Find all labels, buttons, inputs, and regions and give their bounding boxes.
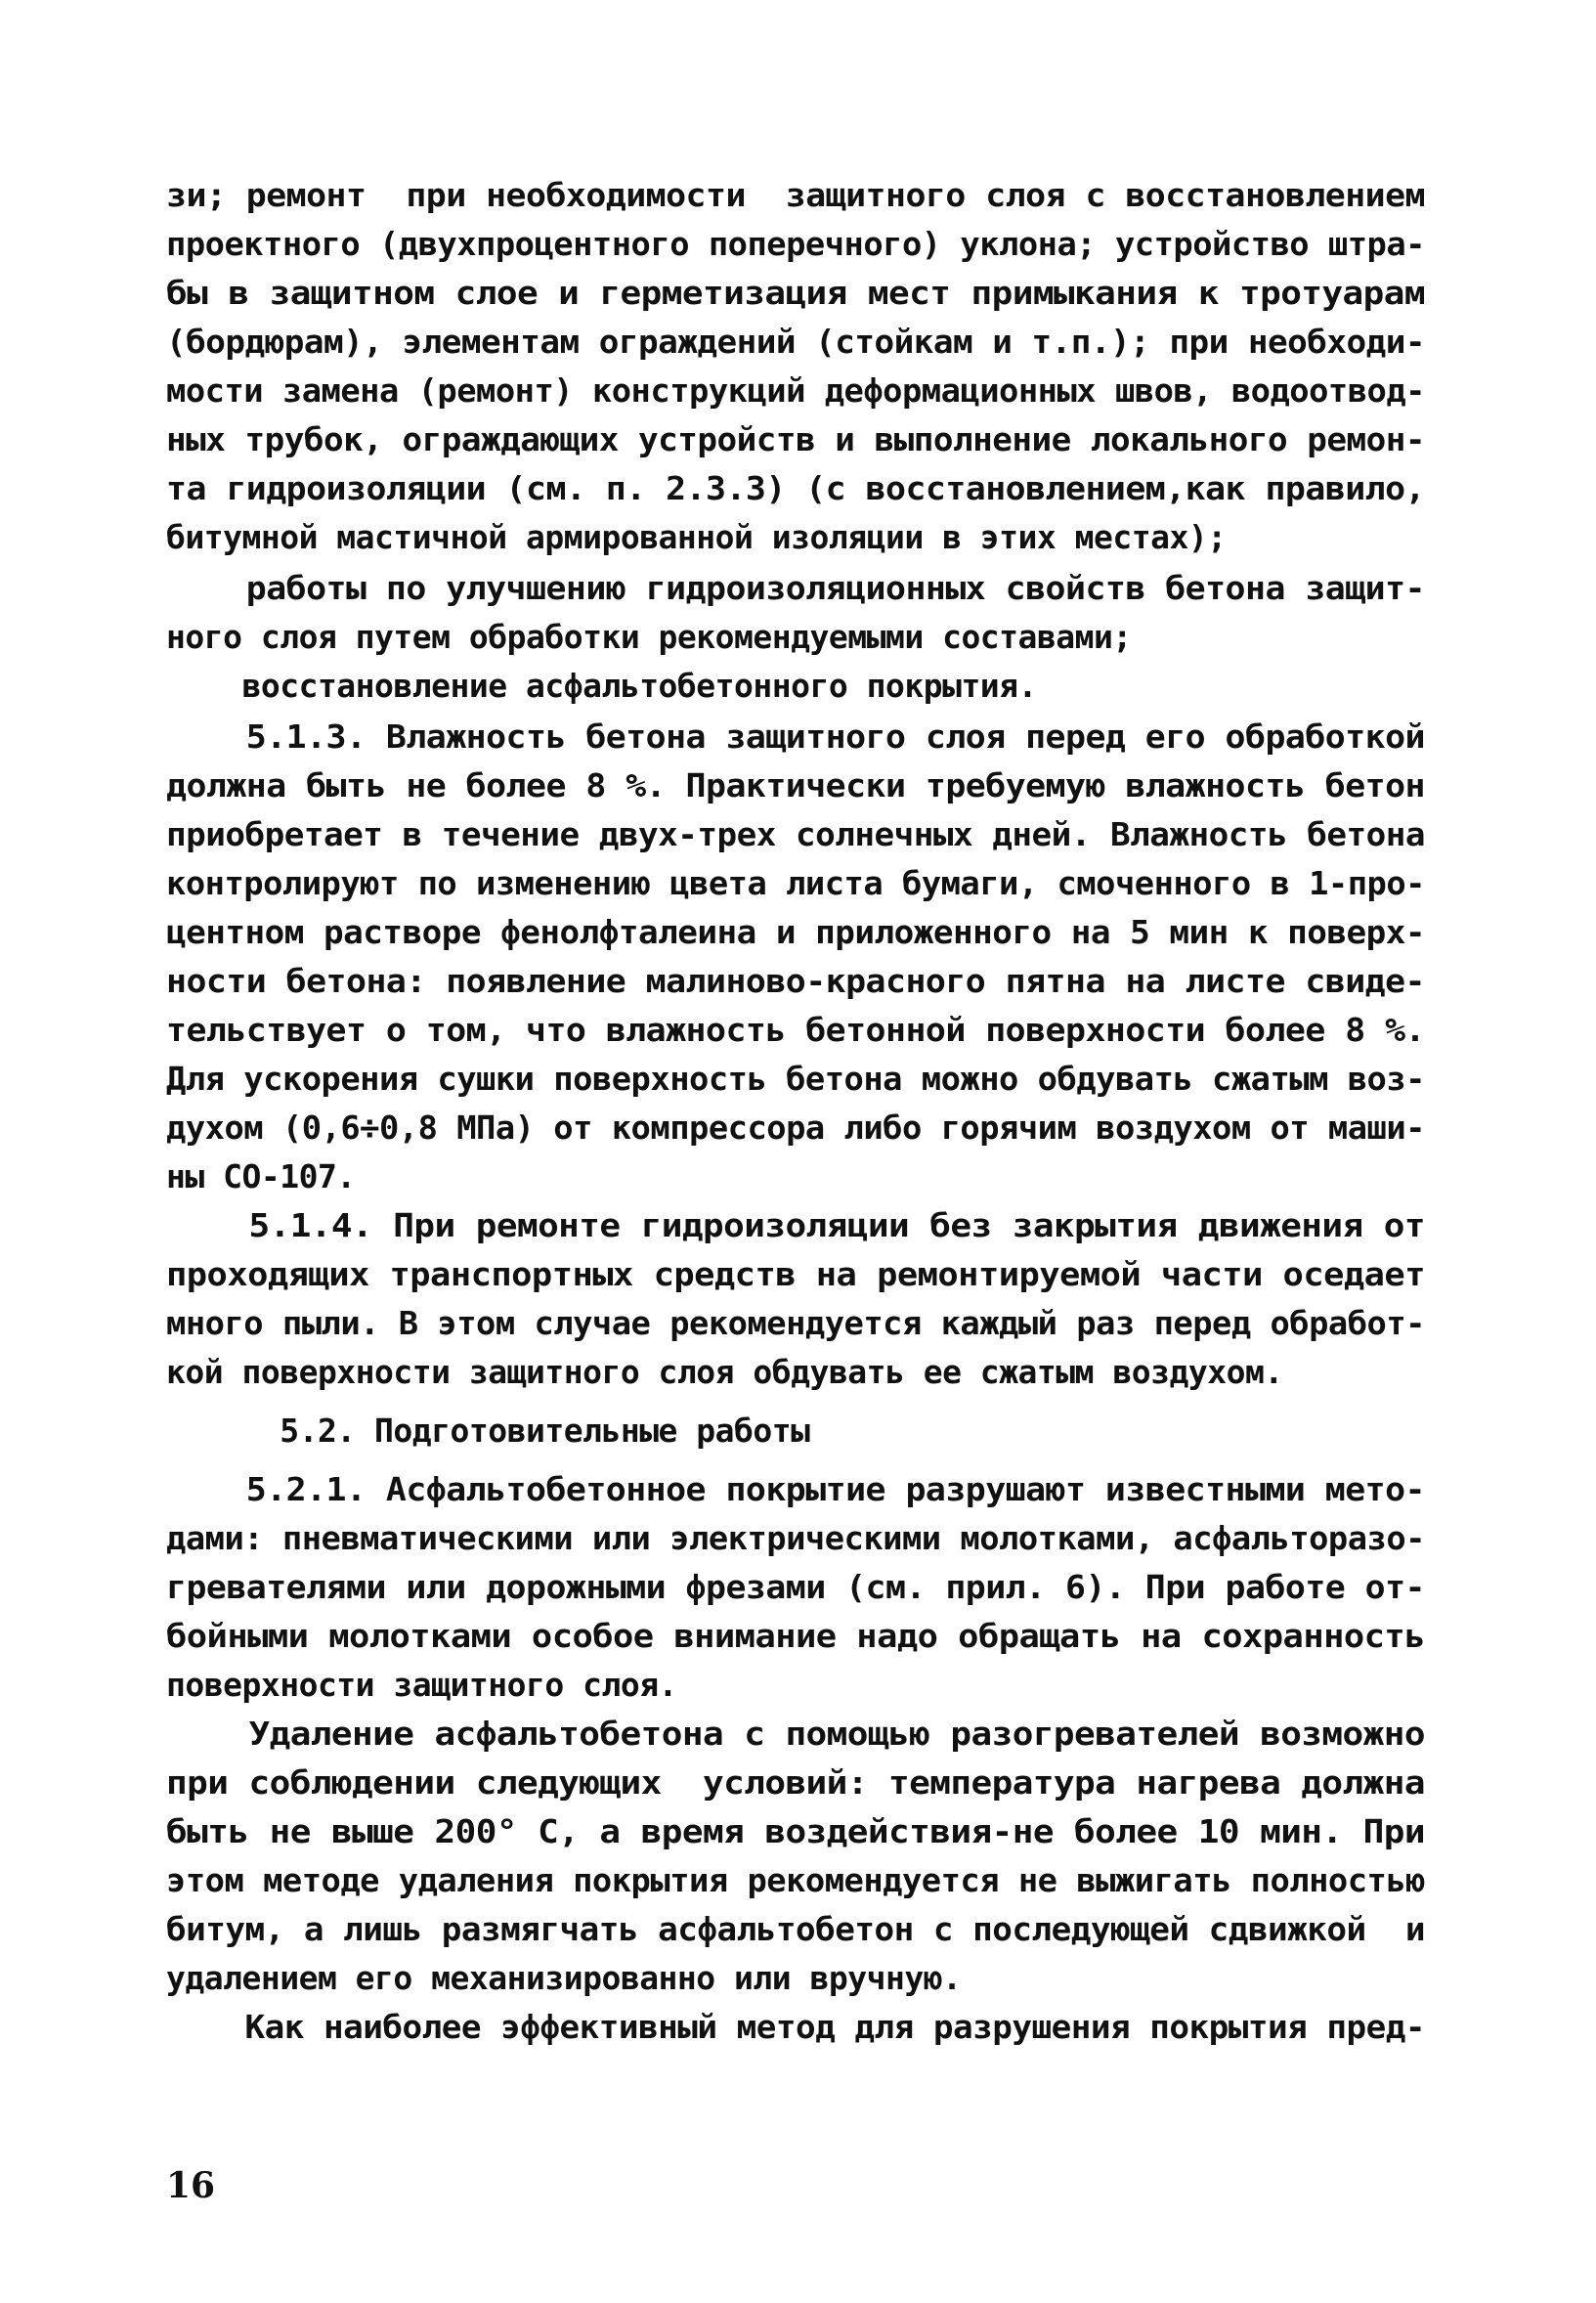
text-line: Удаление асфальтобетона с помощью разогревателей возможно xyxy=(166,1715,1426,1753)
text-line: зи; ремонт при необходимости защитного слоя с восстановлением xyxy=(166,176,1426,214)
text-line: приобретает в течение двух-трех солнечных дней. Влажность бетона xyxy=(166,815,1425,853)
text-line: 5.1.4. При ремонте гидроизоляции без закрытия движения от xyxy=(166,1206,1426,1244)
text-line: проектного (двухпроцентного поперечного) уклона; устройство штра- xyxy=(166,225,1425,263)
text-line: гревателями или дорожными фрезами (см. прил. 6). При работе от- xyxy=(166,1568,1426,1606)
text-line: поверхности защитного слоя. xyxy=(166,1666,677,1704)
text-line: бы в защитном слое и герметизация мест примыкания к тротуарам xyxy=(166,274,1426,312)
text-line: 5.1.3. Влажность бетона защитного слоя перед его обработкой xyxy=(166,717,1426,756)
text-line: бойными молотками особое внимание надо обращать на сохранность xyxy=(166,1617,1425,1655)
text-line: восстановление асфальтобетонного покрытия. xyxy=(166,667,1037,705)
text-line: должна быть не более 8 %. Практически требуемую влажность бетон xyxy=(166,766,1426,804)
text-line: кой поверхности защитного слоя обдувать ее сжатым воздухом. xyxy=(166,1353,1283,1391)
text-line: дами: пневматическими или электрическими молотками, асфальторазо- xyxy=(166,1519,1425,1557)
text-line: работы по улучшению гидроизоляционных свойств бетона защит- xyxy=(166,569,1426,607)
text-line: ного слоя путем обработки рекомендуемыми составами; xyxy=(166,618,1132,656)
text-line: проходящих транспортных средств на ремонтируемой части оседает xyxy=(166,1255,1425,1293)
text-line: быть не выше 200° С, а время воздействия-не более 10 мин. При xyxy=(166,1812,1426,1850)
text-line: та гидроизоляции (см. п. 2.3.3) (с восстановлением,как правило, xyxy=(166,469,1426,507)
text-line: ны СО-107. xyxy=(166,1157,356,1195)
text-line: центном растворе фенолфталеина и приложенного на 5 мин к поверх- xyxy=(166,913,1425,951)
text-line: тельствует о том, что влажность бетонной поверхности более 8 %. xyxy=(166,1011,1426,1049)
text-line: контролируют по изменению цвета листа бумаги, смоченного в 1-про- xyxy=(166,864,1425,902)
page-number: 16 xyxy=(166,2165,216,2206)
text-line: битум, а лишь размягчать асфальтобетон с последующей сдвижкой и xyxy=(166,1910,1425,1948)
text-line: битумной мастичной армированной изоляции в этих местах); xyxy=(166,518,1227,556)
text-line: ных трубок, ограждающих устройств и выполнение локального ремон- xyxy=(166,420,1425,458)
text-line: много пыли. В этом случае рекомендуется каждый раз перед обработ- xyxy=(166,1304,1425,1342)
text-line: Как наиболее эффективный метод для разрушения покрытия пред- xyxy=(166,2008,1425,2046)
text-line: духом (0,6÷0,8 МПа) от компрессора либо горячим воздухом от маши- xyxy=(166,1108,1425,1147)
text-line: ности бетона: появление малиново-красного пятна на листе свиде- xyxy=(166,962,1426,1000)
text-line: (бордюрам), элементам ограждений (стойкам и т.п.); при необходи- xyxy=(166,323,1425,361)
text-line: удалением его механизированно или вручную. xyxy=(166,1959,962,1997)
text-line: 5.2.1. Асфальтобетонное покрытие разрушают известными мето- xyxy=(166,1470,1426,1508)
text-line: Для ускорения сушки поверхность бетона можно обдувать сжатым воз- xyxy=(166,1060,1425,1098)
text-line: 5.2. Подготовительные работы xyxy=(166,1412,810,1450)
text-line: этом методе удаления покрытия рекомендуется не выжигать полностью xyxy=(166,1861,1425,1899)
text-line: мости замена (ремонт) конструкций деформационных швов, водоотвод- xyxy=(166,371,1425,410)
text-line: при соблюдении следующих условий: температура нагрева должна xyxy=(166,1763,1426,1802)
